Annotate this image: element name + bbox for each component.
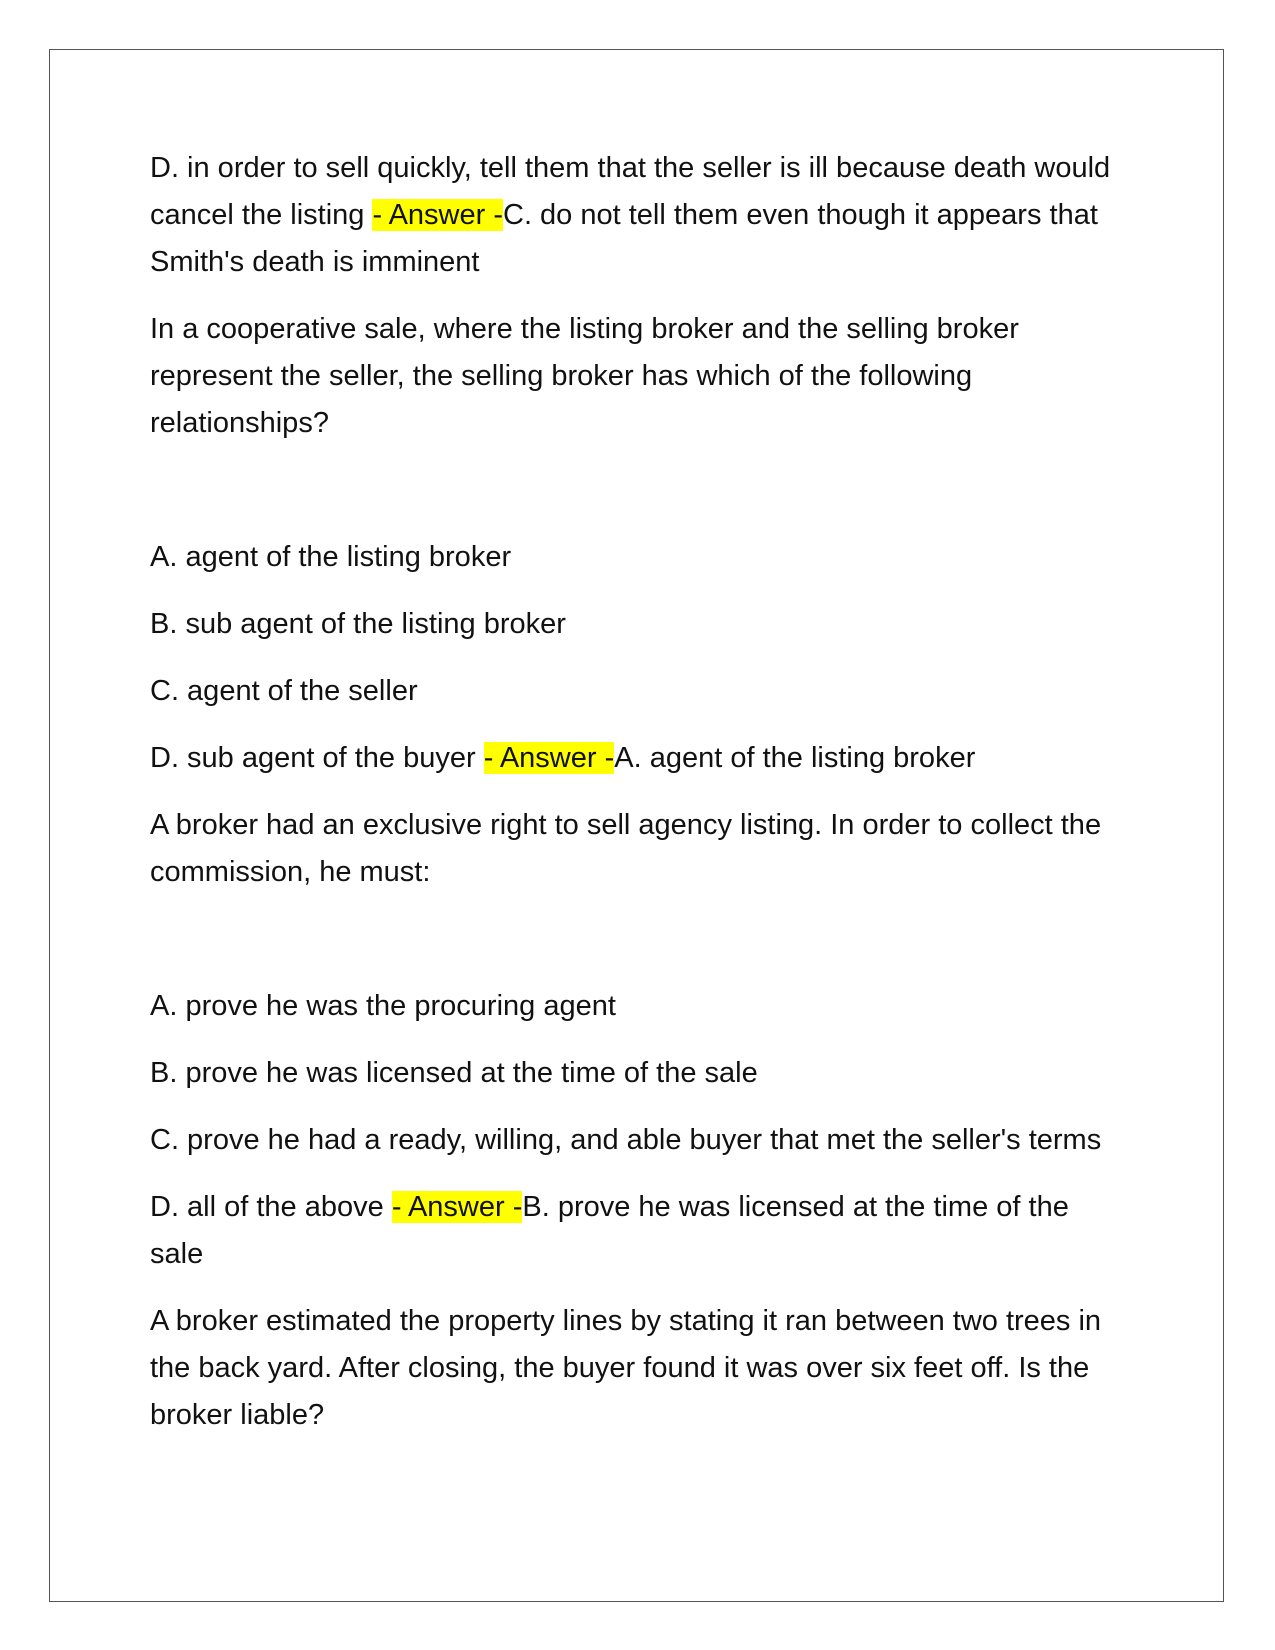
q2-option-c: C. agent of the seller xyxy=(150,675,418,707)
answer-marker: - Answer - xyxy=(372,199,503,231)
answer-text: C. do not tell them even though it appears that Smith's death is imminent xyxy=(150,199,1098,278)
q3-option-d xyxy=(150,1184,1130,1278)
q4-question: A broker estimated the property lines by stating it ran between two trees in the back yard. After closing, the buyer found it was over six feet off. Is the broker liable? xyxy=(150,1305,1102,1431)
q3-option-a: A. prove he was the procuring agent xyxy=(150,990,616,1022)
answer-marker: - Answer - xyxy=(391,1191,523,1223)
option-text: D. sub agent of the buyer xyxy=(150,742,484,774)
answer-text: A. agent of the listing broker xyxy=(614,742,976,774)
q2-option-a: A. agent of the listing broker xyxy=(150,541,512,573)
q2-question: In a cooperative sale, where the listing broker and the selling broker represent the seller, the selling broker has which of the following relationships? xyxy=(150,313,1019,439)
q2-option-b: B. sub agent of the listing broker xyxy=(150,608,566,640)
q1-option-d xyxy=(150,145,1130,286)
option-text: D. all of the above xyxy=(150,1191,392,1223)
answer-text: B. prove he was licensed at the time of the sale xyxy=(150,1191,1069,1270)
q3-option-b: B. prove he was licensed at the time of the sale xyxy=(150,1057,758,1089)
option-text: D. in order to sell quickly, tell them that the seller is ill because death would cancel the listing xyxy=(150,152,1111,231)
q3-question: A broker had an exclusive right to sell agency listing. In order to collect the commission, he must: xyxy=(150,809,1102,888)
answer-marker: - Answer - xyxy=(483,742,615,774)
q3-option-c: C. prove he had a ready, willing, and able buyer that met the seller's terms xyxy=(150,1124,1102,1156)
document-body xyxy=(150,145,1130,1459)
q2-option-d xyxy=(150,735,1130,782)
